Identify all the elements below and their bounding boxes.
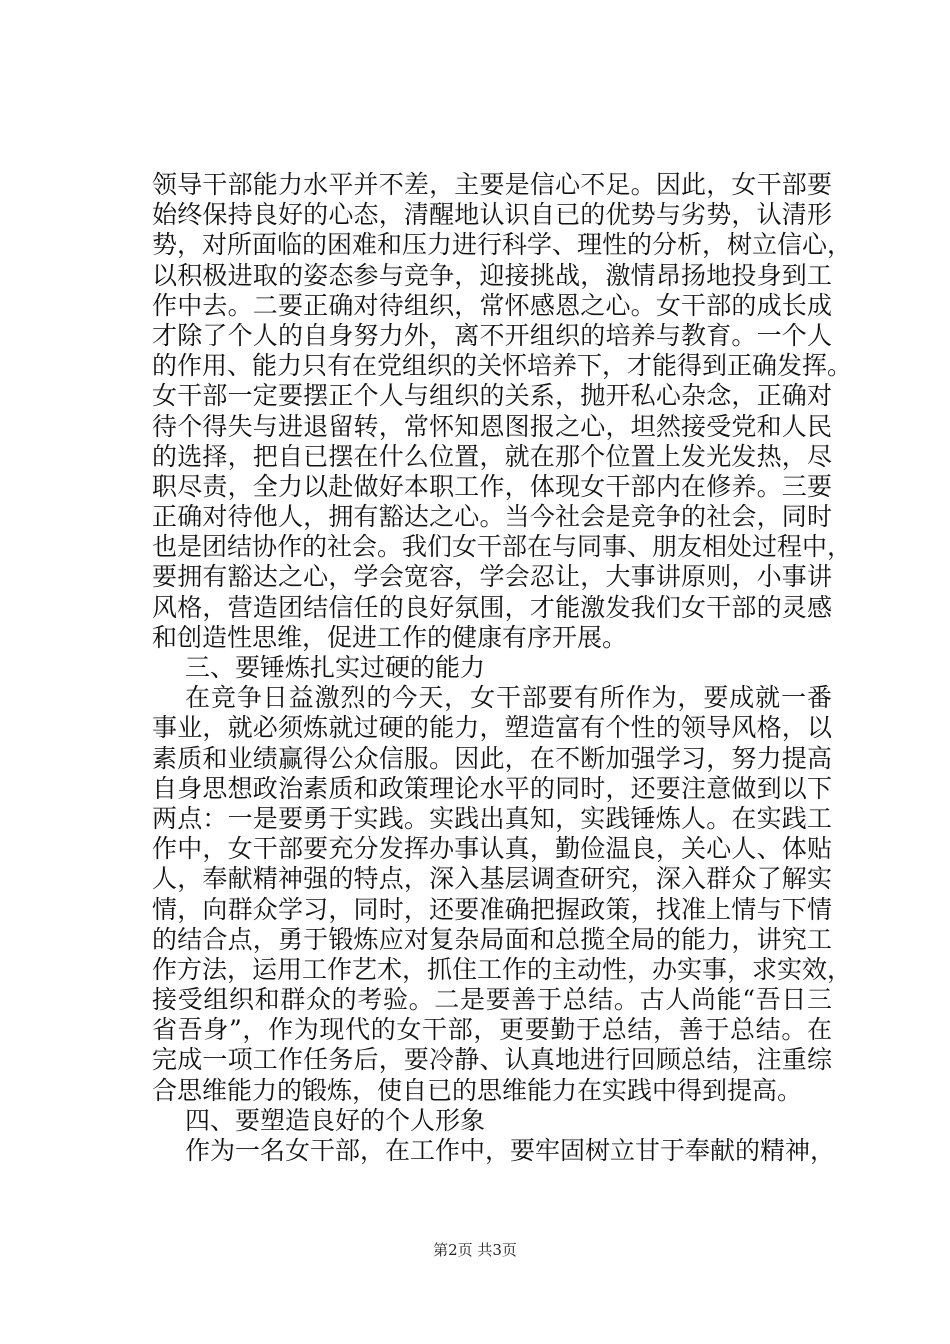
text-line: 势，对所面临的困难和压力进行科学、理性的分析，树立信心， — [152, 230, 853, 260]
text-line: 人，奉献精神强的特点，深入基层调查研究，深入群众了解实 — [152, 864, 832, 894]
text-line: 省吾身”，作为现代的女干部，更要勤于总结，善于总结。在 — [152, 1015, 832, 1045]
text-line: 和创造性思维，促进工作的健康有序开展。 — [152, 622, 628, 652]
text-line: 女干部一定要摆正个人与组织的关系，抛开私心杂念，正确对 — [152, 381, 832, 411]
text-line: 素质和业绩赢得公众信服。因此，在不断加强学习，努力提高 — [152, 743, 832, 773]
text-line: 的作用、能力只有在党组织的关怀培养下，才能得到正确发挥。 — [152, 351, 853, 381]
text-line: 的结合点，勇于锻炼应对复杂局面和总揽全局的能力，讲究工 — [152, 924, 832, 954]
text-line: 领导干部能力水平并不差，主要是信心不足。因此，女干部要 — [152, 170, 832, 199]
text-line: 要拥有豁达之心，学会宽容，学会忍让，大事讲原则，小事讲 — [152, 562, 832, 592]
text-line: 接受组织和群众的考验。二是要善于总结。古人尚能“吾日三 — [152, 985, 832, 1015]
text-line: 也是团结协作的社会。我们女干部在与同事、朋友相处过程中， — [152, 532, 853, 562]
text-line: 合思维能力的锻炼，使自已的思维能力在实践中得到提高。 — [152, 1075, 803, 1105]
text-line: 事业，就必须炼就过硬的能力，塑造富有个性的领导风格，以 — [152, 713, 832, 743]
body-text — [152, 170, 853, 1166]
section-heading: 四、要塑造良好的个人形象 — [185, 1105, 486, 1135]
text-line: 待个得失与进退留转，常怀知恩图报之心，坦然接受党和人民 — [152, 411, 832, 441]
text-line: 作中，女干部要充分发挥办事认真，勤俭温良，关心人、体贴 — [152, 834, 832, 864]
text-line: 完成一项工作任务后，要冷静、认真地进行回顾总结，注重综 — [152, 1045, 832, 1075]
page-number-footer: 第2页 共3页 — [433, 1241, 517, 1259]
text-line: 职尽责，全力以赴做好本职工作，体现女干部内在修养。三要 — [152, 471, 832, 501]
text-line: 始终保持良好的心态，清醒地认识自已的优势与劣势，认清形 — [152, 200, 832, 230]
section-heading: 三、要锤炼扎实过硬的能力 — [185, 653, 486, 682]
text-line: 的选择，把自已摆在什么位置，就在那个位置上发光发热，尽 — [152, 441, 832, 471]
text-line: 两点：一是要勇于实践。实践出真知，实践锤炼人。在实践工 — [152, 803, 832, 833]
text-line: 在竞争日益激烈的今天，女干部要有所作为，要成就一番 — [185, 683, 832, 713]
text-line: 风格，营造团结信任的良好氛围，才能激发我们女干部的灵感 — [152, 592, 832, 622]
text-line: 作为一名女干部，在工作中，要牢固树立甘于奉献的精神， — [185, 1136, 836, 1165]
text-line: 作中去。二要正确对待组织，常怀感恩之心。女干部的成长成 — [152, 290, 832, 320]
text-line: 才除了个人的自身努力外，离不开组织的培养与教育。一个人 — [152, 320, 832, 350]
text-line: 以积极进取的姿态参与竞争，迎接挑战，激情昂扬地投身到工 — [152, 260, 832, 290]
text-line: 作方法，运用工作艺术，抓住工作的主动性，办实事，求实效， — [152, 954, 853, 984]
text-line: 情，向群众学习，同时，还要准确把握政策，找准上情与下情 — [152, 894, 832, 924]
text-line: 自身思想政治素质和政策理论水平的同时，还要注意做到以下 — [152, 773, 832, 803]
text-line: 正确对待他人，拥有豁达之心。当今社会是竞争的社会，同时 — [152, 502, 832, 532]
